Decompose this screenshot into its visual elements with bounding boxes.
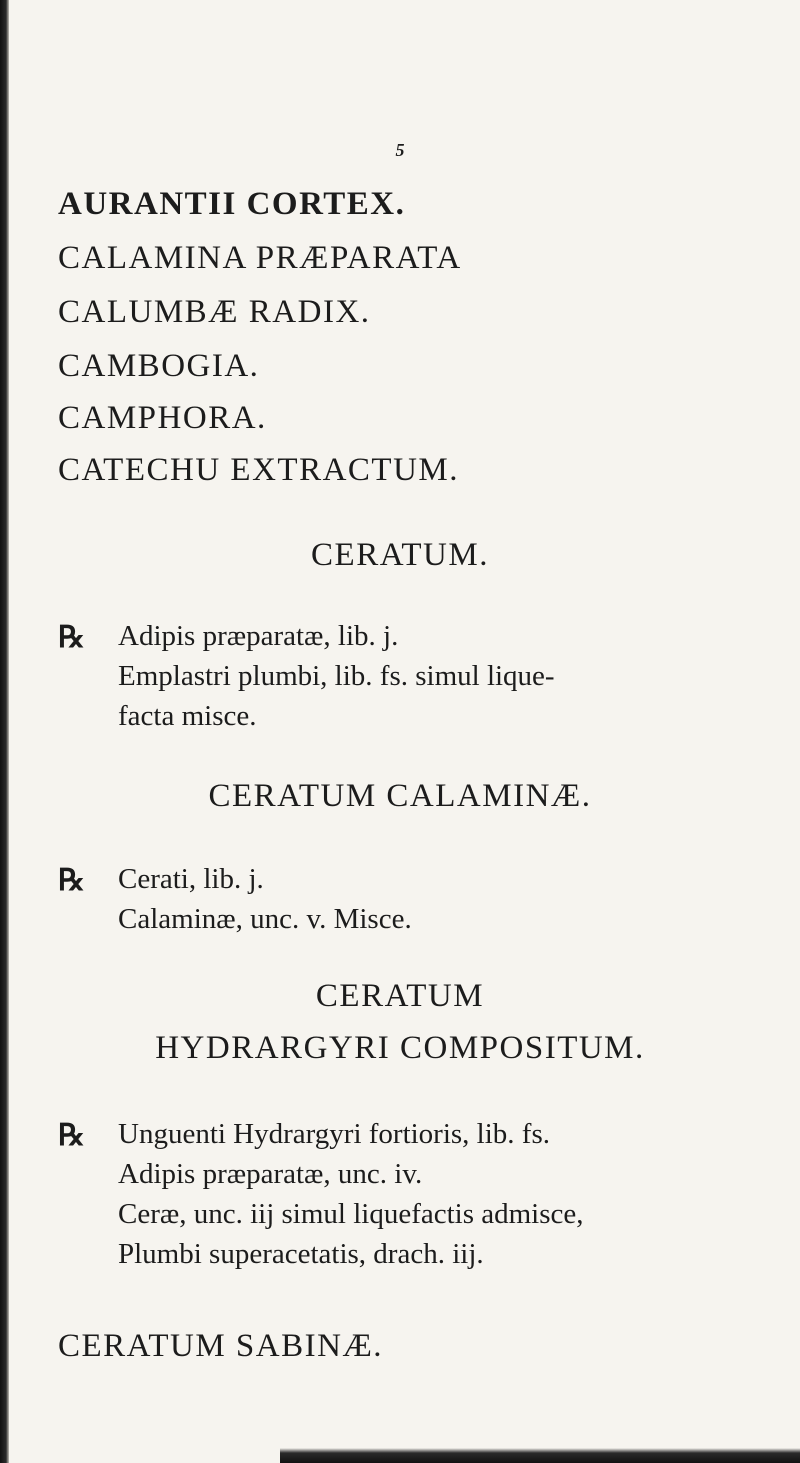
recipe-line: Calaminæ, unc. v. Misce. [118, 903, 412, 935]
heading-aurantii-cortex: AURANTII CORTEX. [58, 186, 406, 222]
recipe-symbol: ℞ [58, 1119, 85, 1152]
recipe-ceratum-hydrargyri [58, 1118, 778, 1288]
section-title-ceratum: CERATUM. [311, 537, 489, 573]
page-left-edge-shadow [0, 0, 9, 1463]
recipe-line: Emplastri plumbi, lib. fs. simul lique- [118, 660, 555, 692]
heading-cambogia: CAMBOGIA. [58, 348, 260, 384]
recipe-line: Plumbi superacetatis, drach. iij. [118, 1238, 484, 1270]
heading-camphora: CAMPHORA. [58, 400, 267, 436]
section-title-ceratum-sabinae: CERATUM SABINÆ. [58, 1328, 384, 1364]
recipe-ceratum-calaminae [58, 863, 778, 953]
heading-catechu-extractum: CATECHU EXTRACTUM. [58, 452, 460, 488]
section-subtitle-hydrargyri-compositum: HYDRARGYRI COMPOSITUM. [155, 1030, 645, 1066]
recipe-line: Unguenti Hydrargyri fortioris, lib. fs. [118, 1118, 550, 1150]
recipe-line: Ceræ, unc. iij simul liquefactis admisce, [118, 1198, 584, 1230]
recipe-symbol: ℞ [58, 621, 85, 654]
recipe-line: Adipis præparatæ, lib. j. [118, 620, 399, 652]
section-title-ceratum: CERATUM [315, 978, 485, 1014]
page-bottom-edge-shadow [280, 1448, 800, 1463]
page-number: 5 [395, 140, 405, 160]
heading-calamina-praeparata: CALAMINA PRÆPARATA [58, 240, 462, 276]
recipe-line: Cerati, lib. j. [118, 863, 264, 895]
section-title-ceratum-calaminae: CERATUM CALAMINÆ. [208, 778, 592, 814]
recipe-symbol: ℞ [58, 864, 85, 897]
recipe-line: Adipis præparatæ, unc. iv. [118, 1158, 423, 1190]
recipe-line: facta misce. [118, 700, 257, 732]
heading-calumbae-radix: CALUMBÆ RADIX. [58, 294, 371, 330]
recipe-ceratum [58, 620, 778, 750]
